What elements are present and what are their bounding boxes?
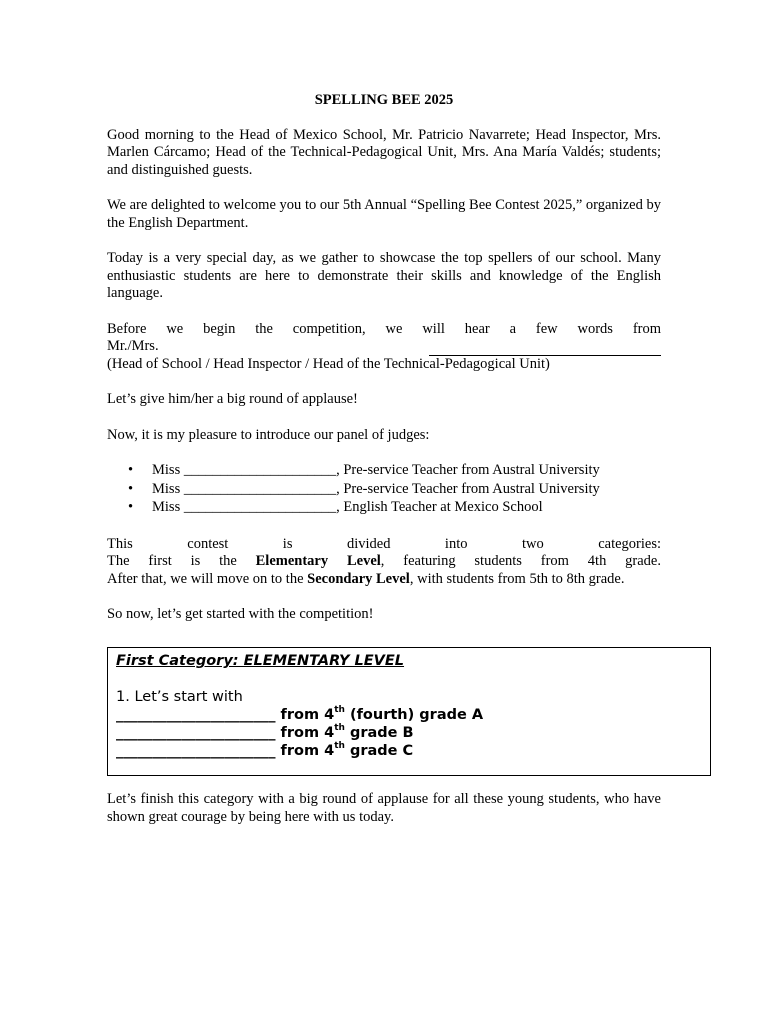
judges-list: [107, 462, 661, 518]
categories-text: The first is the: [107, 553, 256, 569]
applause-paragraph: Let’s give him/her a big round of applause!: [107, 391, 358, 407]
closing-paragraph: Let’s finish this category with a big round of applause for all these young students, who have shown great courage by being here with us today.: [107, 791, 661, 825]
student-row: [116, 742, 702, 760]
student-row: [116, 706, 702, 724]
categories-paragraph: [107, 536, 661, 589]
judge-prefix: Miss: [152, 499, 181, 515]
category-title: First Category: ELEMENTARY LEVEL: [116, 653, 405, 669]
elementary-level-label: Elementary Level: [255, 553, 381, 569]
speaker-name-blank: [429, 342, 661, 356]
judge-role: , Pre-service Teacher from Austral University: [336, 480, 600, 497]
mr-mrs-label: Mr./Mrs.: [107, 338, 159, 354]
categories-line-3: [107, 571, 661, 589]
categories-text: , featuring students from 4th grade.: [380, 553, 661, 569]
secondary-level-label: Secondary Level: [307, 570, 410, 587]
judge-name-blank: _____________________: [183, 462, 337, 478]
list-item: [152, 462, 661, 481]
judge-role: , Pre-service Teacher from Austral University: [336, 462, 600, 478]
judge-name-blank: _____________________: [183, 480, 337, 497]
before-line-1: Before we begin the competition, we will hear a few words from: [107, 320, 661, 337]
student-row: [116, 724, 702, 742]
judges-intro: Now, it is my pleasure to introduce our panel of judges:: [107, 426, 430, 443]
before-line-3: (Head of School / Head Inspector / Head of the Technical-Pedagogical Unit): [107, 355, 550, 372]
student-name-blank: ______________________: [116, 743, 276, 759]
before-paragraph: [107, 321, 661, 374]
category-intro: 1. Let’s start with: [116, 689, 243, 705]
ordinal-suffix: th: [334, 705, 345, 716]
list-item: [152, 481, 661, 500]
ordinal-suffix: th: [334, 723, 345, 734]
start-paragraph: So now, let’s get started with the competition!: [107, 606, 374, 622]
grade-text: grade B: [344, 725, 414, 741]
welcome-paragraph: We are delighted to welcome you to our 5th Annual “Spelling Bee Contest 2025,” organized by the English Department.: [107, 197, 661, 231]
ordinal-suffix: th: [334, 741, 345, 752]
categories-line-1: This contest is divided into two categories:: [107, 535, 661, 552]
greeting-paragraph: Good morning to the Head of Mexico School, Mr. Patricio Navarrete; Head Inspector, Mrs. Marlen Cárcamo; Head of the Technical-Pedagogical Unit, Mrs. Ana María Valdés; students; and distinguished guests.: [107, 126, 661, 178]
student-name-blank: ______________________: [116, 707, 276, 723]
judge-prefix: Miss: [152, 462, 181, 478]
grade-text: from 4: [275, 707, 335, 723]
grade-text: grade C: [344, 743, 414, 759]
grade-text: from 4: [275, 743, 335, 759]
grade-text: from 4: [275, 725, 335, 741]
categories-line-2: [107, 553, 661, 571]
categories-text: After that, we will move on to the: [107, 570, 308, 587]
judge-role: , English Teacher at Mexico School: [336, 499, 543, 515]
elementary-category-box: [107, 647, 711, 776]
document-title: SPELLING BEE 2025: [314, 92, 454, 108]
judge-name-blank: _____________________: [183, 499, 337, 515]
student-name-blank: ______________________: [116, 725, 276, 741]
today-paragraph: Today is a very special day, as we gather to showcase the top spellers of our school. Many enthusiastic students are here to demonstrate their skills and knowledge of the English language.: [107, 250, 661, 301]
list-item: [152, 499, 661, 518]
categories-text: , with students from 5th to 8th grade.: [409, 570, 625, 587]
before-line-2: [107, 338, 661, 356]
grade-text: (fourth) grade A: [344, 707, 484, 723]
document-body: [107, 92, 661, 642]
judge-prefix: Miss: [152, 480, 181, 497]
